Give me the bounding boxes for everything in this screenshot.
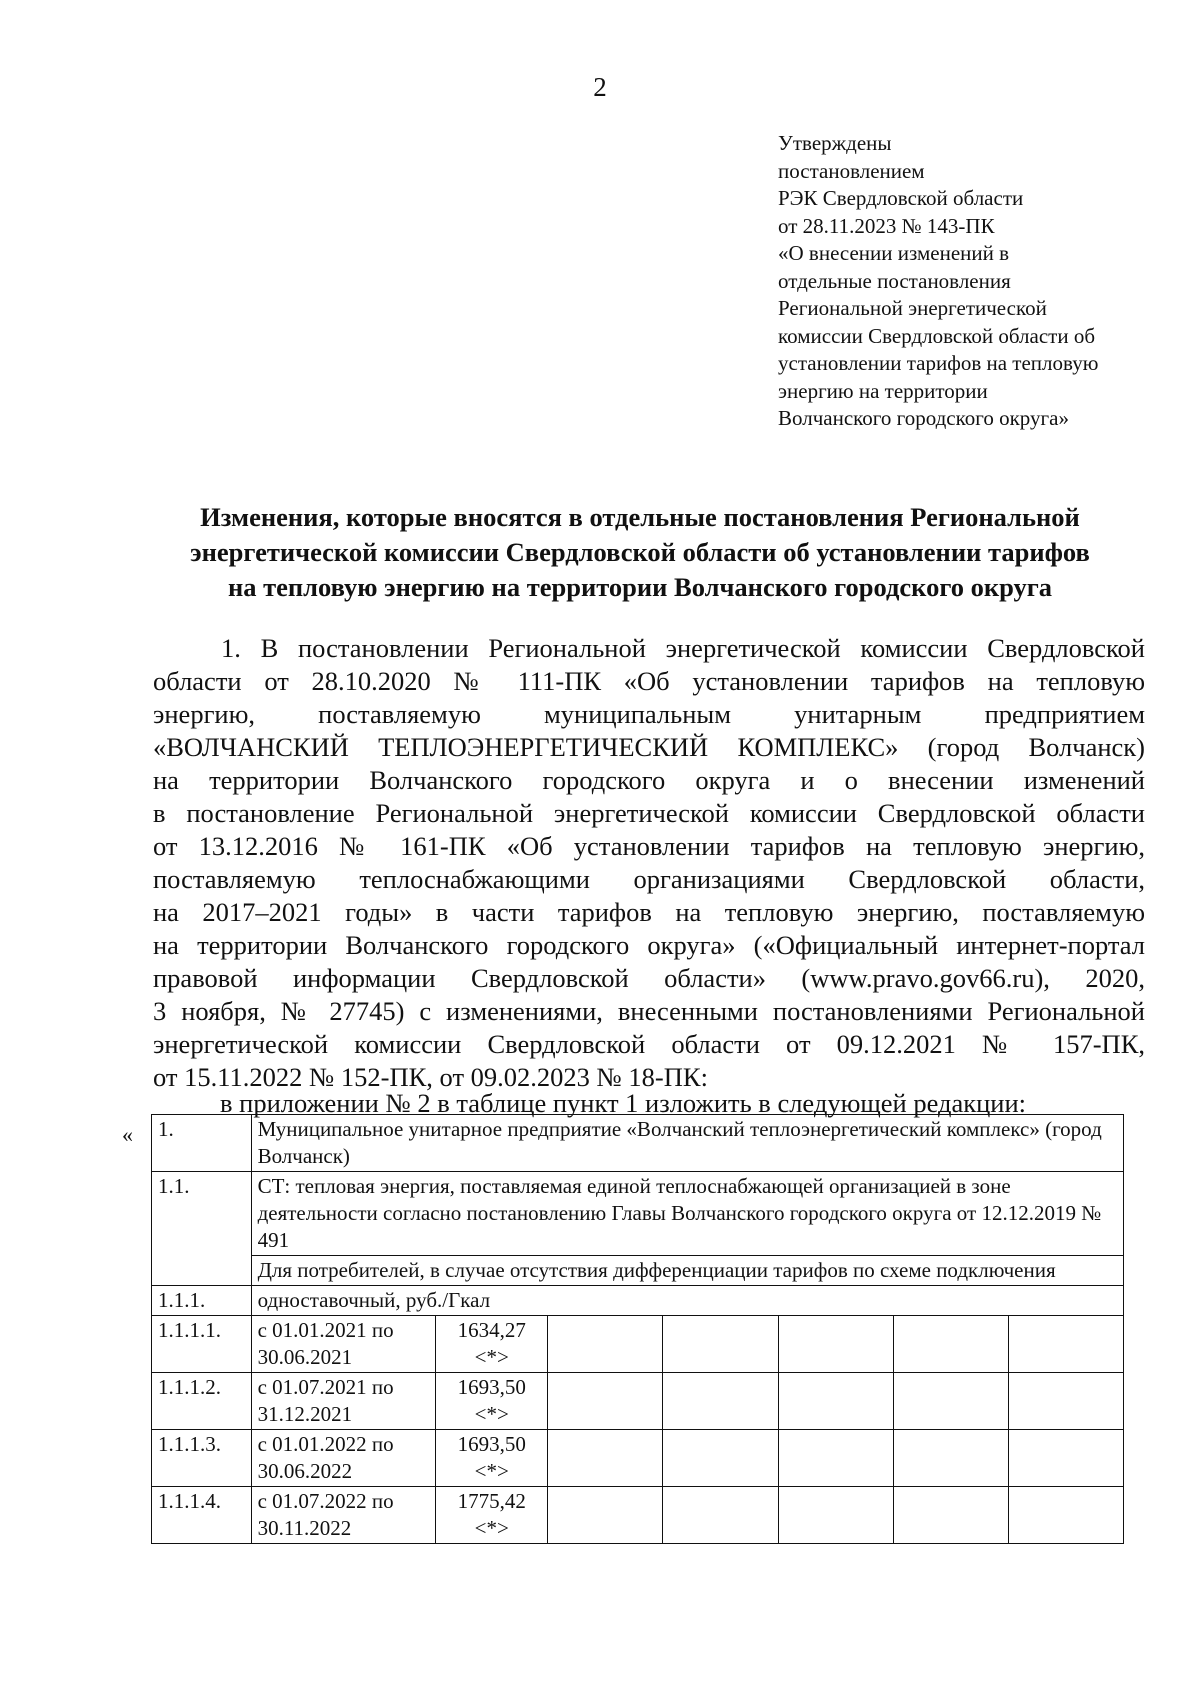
empty-cell (893, 1430, 1008, 1487)
tariff-note: <*> (474, 1345, 509, 1369)
period-cell (251, 1316, 436, 1373)
body-line: в постановление Региональной энергетической комиссии Свердловской области (153, 798, 1145, 828)
empty-cell (548, 1316, 663, 1373)
approval-line: Утверждены (778, 131, 892, 155)
table-row (152, 1430, 1124, 1487)
period-start: с 01.01.2022 по (257, 1432, 394, 1456)
row-number: 1.1.1.2. (152, 1373, 252, 1430)
tariff-note: <*> (474, 1516, 509, 1540)
table-row (152, 1316, 1124, 1373)
title-line: Изменения, которые вносятся в отдельные постановления Региональной (200, 502, 1080, 532)
period-start: с 01.07.2021 по (257, 1375, 394, 1399)
empty-cell (893, 1373, 1008, 1430)
approval-line: отдельные постановления (778, 268, 1011, 293)
tariff-value-cell (436, 1316, 548, 1373)
period-end: 31.12.2021 (257, 1402, 353, 1426)
empty-cell (778, 1373, 893, 1430)
body-paragraph (153, 632, 1145, 1094)
approval-line: установлении тарифов на тепловую (778, 351, 1099, 375)
tariff-value: 1693,50 (457, 1432, 526, 1456)
tariff-note: <*> (474, 1459, 509, 1483)
period-cell (251, 1487, 436, 1544)
table-row (152, 1256, 1124, 1286)
table-row (152, 1373, 1124, 1430)
empty-cell (778, 1316, 893, 1373)
period-start: с 01.01.2021 по (257, 1318, 394, 1342)
opening-quote-mark: « (122, 1122, 133, 1147)
approval-line: комиссии Свердловской области об (778, 323, 1096, 348)
table-intro: в приложении № 2 в таблице пункт 1 изложить в следующей редакции: (220, 1088, 1027, 1118)
tariff-table (151, 1114, 1124, 1544)
empty-cell (1008, 1430, 1123, 1487)
row-text: одноставочный, руб./Гкал (251, 1286, 1123, 1316)
empty-cell (893, 1316, 1008, 1373)
empty-cell (663, 1430, 778, 1487)
body-line: от 15.11.2022 № 152-ПК, от 09.02.2023 № 18-ПК: (153, 1062, 708, 1092)
empty-cell (663, 1316, 778, 1373)
empty-cell (1008, 1373, 1123, 1430)
tariff-value: 1634,27 (457, 1318, 526, 1342)
row-number: 1.1.1.4. (152, 1487, 252, 1544)
approval-block (778, 130, 1178, 433)
row-number: 1.1.1. (152, 1286, 252, 1316)
document-title (150, 500, 1130, 605)
body-line: 3 ноября, № 27745) с изменениями, внесенными постановлениями Региональной (153, 996, 1145, 1026)
title-line: энергетической комиссии Свердловской области об установлении тарифов (190, 537, 1090, 567)
period-start: с 01.07.2022 по (257, 1489, 394, 1513)
body-line: энергию, поставляемую муниципальным унитарным предприятием (153, 699, 1145, 729)
approval-line: Волчанского городского округа» (778, 406, 1069, 430)
empty-cell (548, 1373, 663, 1430)
approval-line: от 28.11.2023 № 143-ПК (778, 213, 995, 238)
body-line: области от 28.10.2020 № 111-ПК «Об установлении тарифов на тепловую (153, 666, 1145, 696)
table-row (152, 1172, 1124, 1256)
row-text: Для потребителей, в случае отсутствия дифференциации тарифов по схеме подключения (251, 1256, 1123, 1286)
table-row (152, 1487, 1124, 1544)
empty-cell (1008, 1316, 1123, 1373)
title-line: на тепловую энергию на территории Волчанского городского округа (227, 572, 1053, 602)
row-number: 1.1.1.1. (152, 1316, 252, 1373)
tariff-value: 1775,42 (457, 1489, 526, 1513)
approval-line: энергию на территории (778, 378, 988, 403)
period-end: 30.11.2022 (257, 1516, 352, 1540)
row-number: 1.1.1.3. (152, 1430, 252, 1487)
body-line: от 13.12.2016 № 161-ПК «Об установлении тарифов на тепловую энергию, (153, 831, 1145, 861)
row-number: 1. (152, 1115, 252, 1172)
tariff-value-cell (436, 1487, 548, 1544)
table-row (152, 1115, 1124, 1172)
page-number: 2 (593, 72, 607, 102)
tariff-value-cell (436, 1373, 548, 1430)
period-end: 30.06.2021 (257, 1345, 353, 1369)
empty-cell (663, 1373, 778, 1430)
body-line: 1. В постановлении Региональной энергетической комиссии Свердловской (221, 633, 1145, 663)
approval-line: РЭК Свердловской области (778, 186, 1024, 210)
body-line: на территории Волчанского городского округа и о внесении изменений (153, 765, 1145, 795)
period-end: 30.06.2022 (257, 1459, 353, 1483)
tariff-note: <*> (474, 1402, 509, 1426)
row-number: 1.1. (152, 1172, 252, 1286)
empty-cell (548, 1487, 663, 1544)
row-text: Муниципальное унитарное предприятие «Волчанский теплоэнергетический комплекс» (город Волчанск) (251, 1115, 1123, 1172)
table-row (152, 1286, 1124, 1316)
body-line: поставляемую теплоснабжающими организациями Свердловской области, (153, 864, 1145, 894)
period-cell (251, 1430, 436, 1487)
body-line: правовой информации Свердловской области» (www.pravo.gov66.ru), 2020, (153, 963, 1145, 993)
empty-cell (778, 1430, 893, 1487)
empty-cell (663, 1487, 778, 1544)
body-line: на территории Волчанского городского округа» («Официальный интернет-портал (153, 930, 1145, 960)
period-cell (251, 1373, 436, 1430)
approval-line: Региональной энергетической (778, 296, 1047, 320)
tariff-value-cell (436, 1430, 548, 1487)
empty-cell (778, 1487, 893, 1544)
empty-cell (893, 1487, 1008, 1544)
approval-line: постановлением (778, 158, 925, 183)
tariff-value: 1693,50 (457, 1375, 526, 1399)
body-line: на 2017–2021 годы» в части тарифов на тепловую энергию, поставляемую (153, 897, 1145, 927)
row-text: СТ: тепловая энергия, поставляемая единой теплоснабжающей организацией в зоне деятельности согласно постановлению Главы Волчанского городского округа от 12.12.2019 № 491 (251, 1172, 1123, 1256)
body-line: «ВОЛЧАНСКИЙ ТЕПЛОЭНЕРГЕТИЧЕСКИЙ КОМПЛЕКС» (город Волчанск) (153, 732, 1145, 762)
body-line: энергетической комиссии Свердловской области от 09.12.2021 № 157-ПК, (153, 1029, 1145, 1059)
approval-line: «О внесении изменений в (778, 241, 1010, 265)
empty-cell (1008, 1487, 1123, 1544)
empty-cell (548, 1430, 663, 1487)
